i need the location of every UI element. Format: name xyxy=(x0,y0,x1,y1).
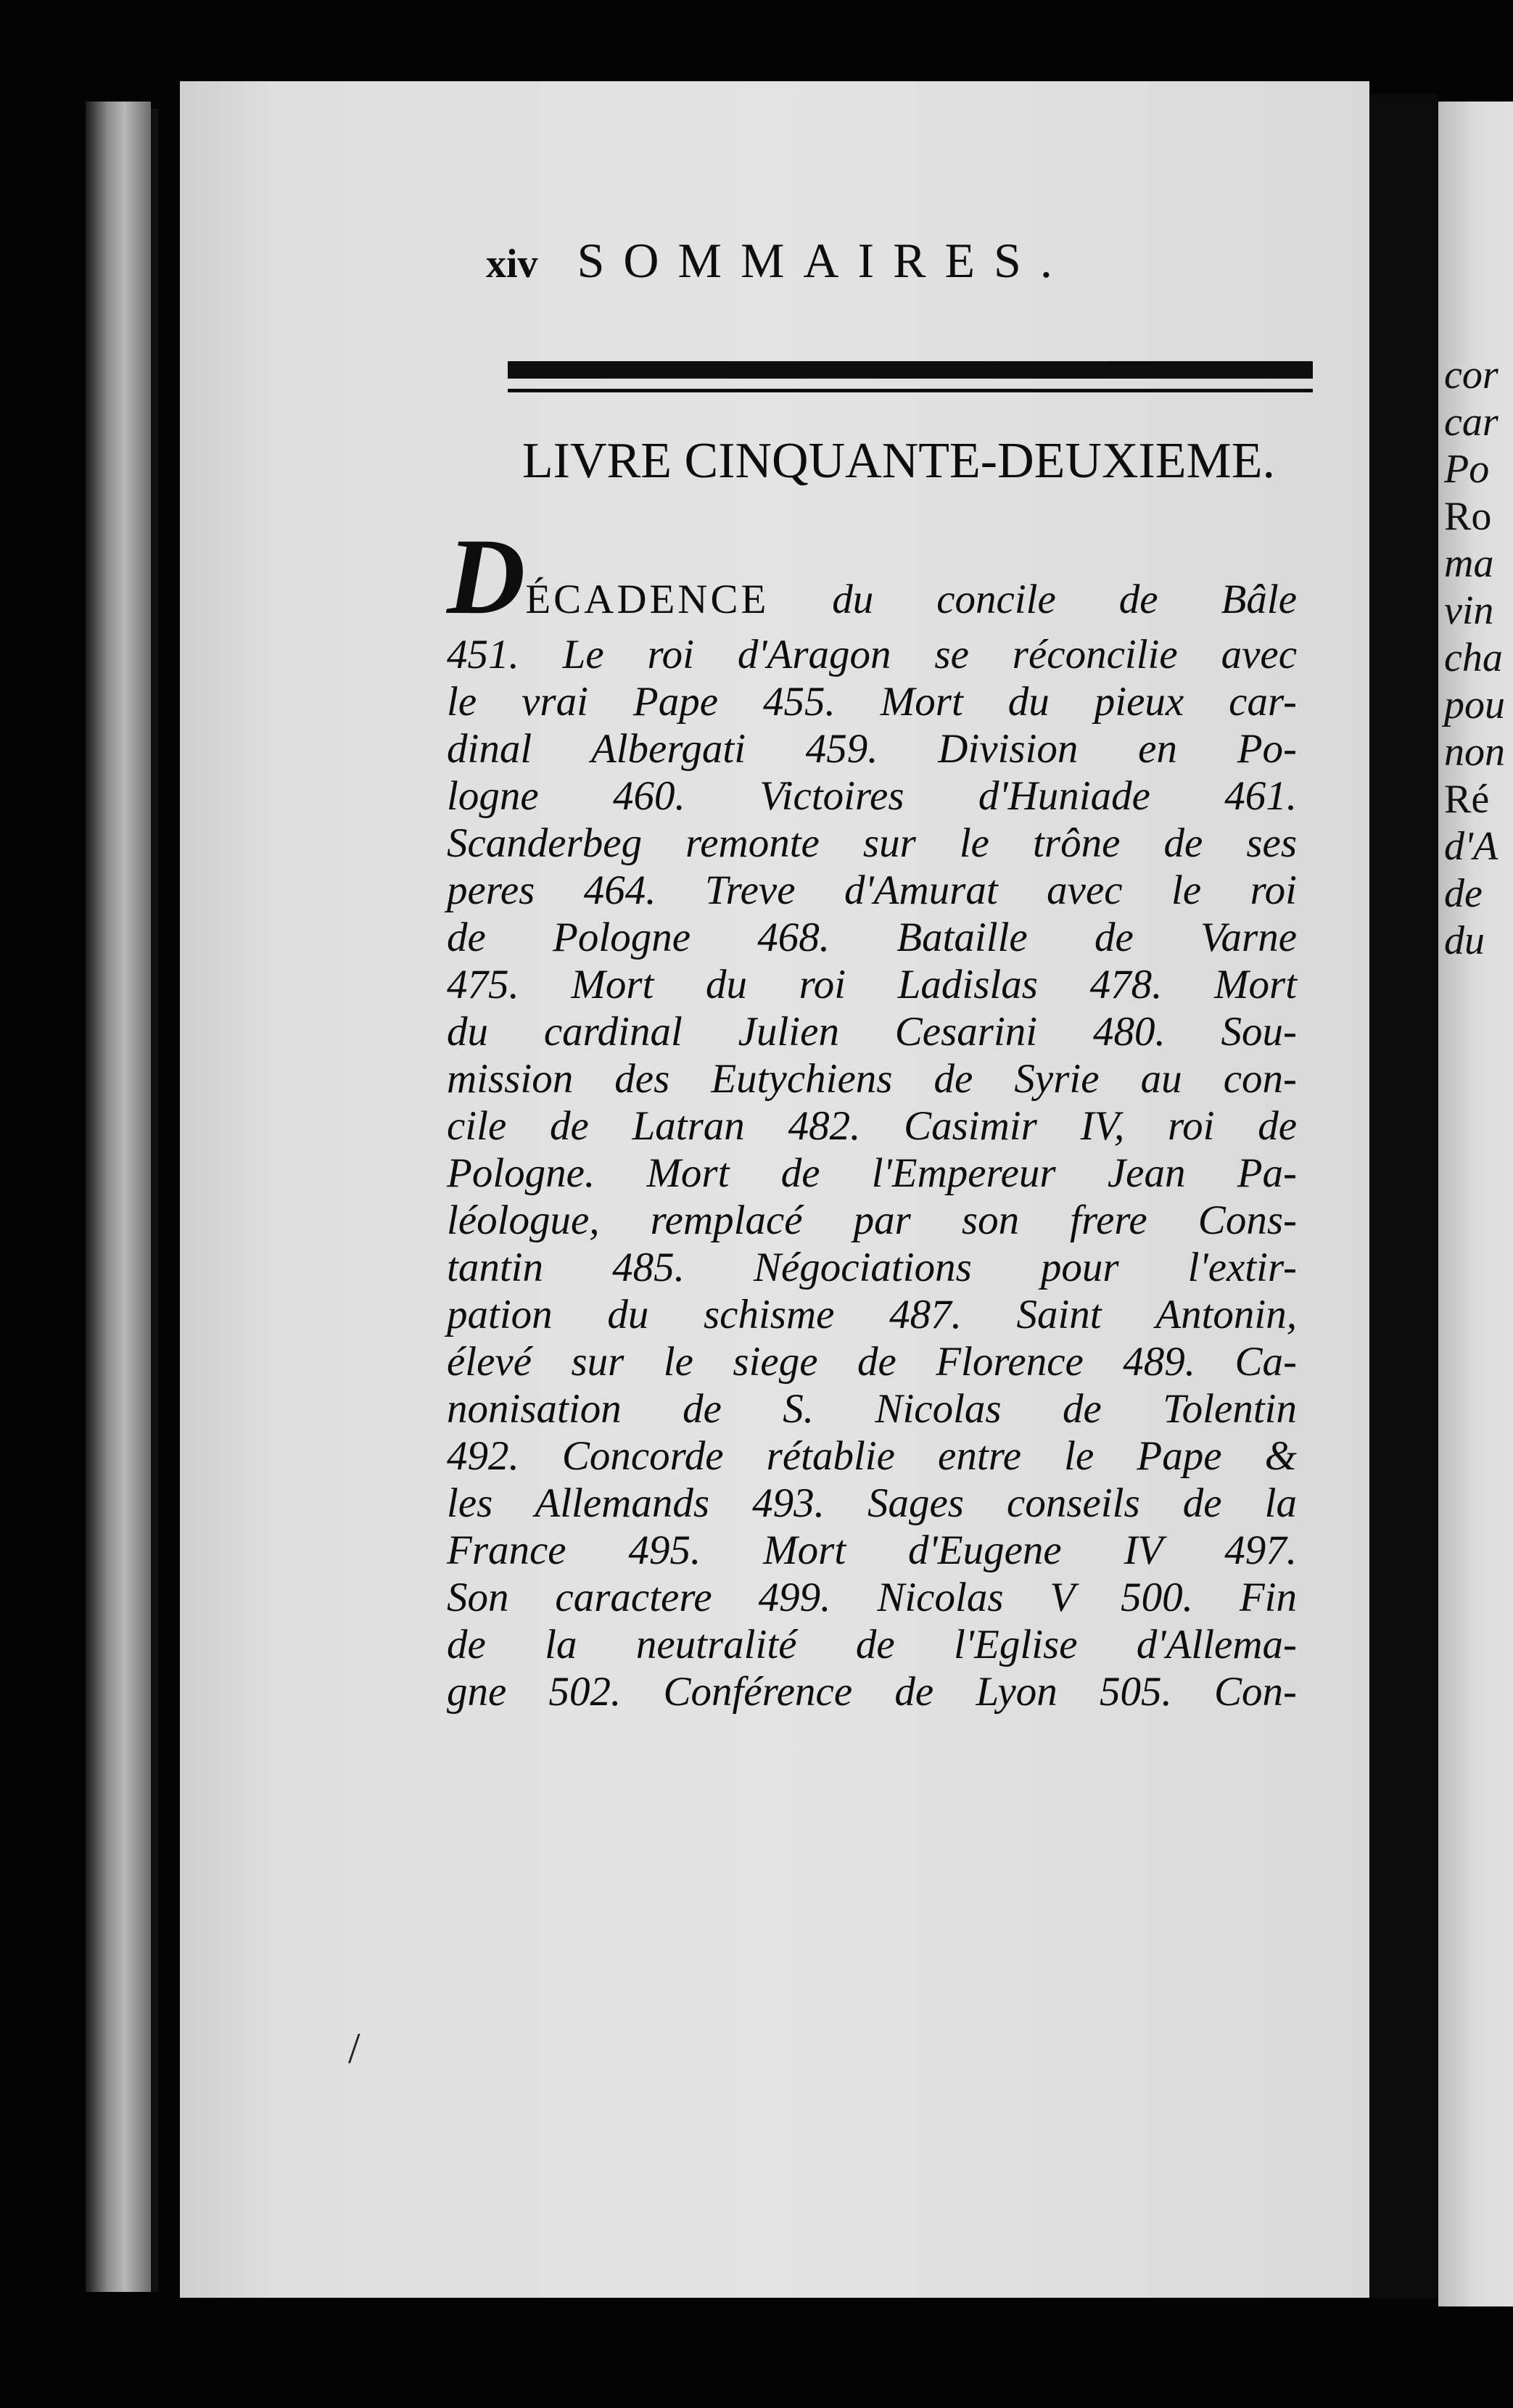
text-line: du cardinal Julien Cesarini 480. Sou- xyxy=(447,1009,1297,1055)
text-line: les Allemands 493. Sages conseils de la xyxy=(447,1480,1297,1526)
facing-fragment: Ré xyxy=(1444,777,1490,822)
text-line: 475. Mort du roi Ladislas 478. Mort xyxy=(447,962,1297,1007)
text-line: cile de Latran 482. Casimir IV, roi de xyxy=(447,1103,1297,1149)
facing-fragment: Po xyxy=(1444,447,1490,492)
text-line: pation du schisme 487. Saint Antonin, xyxy=(447,1292,1297,1337)
text-line: de la neutralité de l'Eglise d'Allema- xyxy=(447,1622,1297,1667)
header-rule-thin xyxy=(508,389,1313,392)
facing-fragment: ma xyxy=(1444,541,1494,586)
text-line: peres 464. Treve d'Amurat avec le roi xyxy=(447,867,1297,913)
book-spine xyxy=(86,102,151,2292)
text-line: le vrai Pape 455. Mort du pieux car- xyxy=(447,679,1297,725)
facing-page-edge xyxy=(1438,102,1513,2306)
facing-fragment: cha xyxy=(1444,635,1503,680)
page-number: xiv xyxy=(486,242,538,286)
text-line: France 495. Mort d'Eugene IV 497. xyxy=(447,1527,1297,1573)
text-line: élevé sur le siege de Florence 489. Ca- xyxy=(447,1339,1297,1385)
text-line: léologue, remplacé par son frere Cons- xyxy=(447,1197,1297,1243)
facing-fragment: non xyxy=(1444,730,1505,775)
text-line: tantin 485. Négociations pour l'extir- xyxy=(447,1245,1297,1290)
facing-fragment: pou xyxy=(1444,683,1505,727)
running-head-title: SOMMAIRES. xyxy=(577,233,1071,288)
page-gutter xyxy=(1369,94,1438,2299)
facing-fragment: car xyxy=(1444,400,1498,445)
facing-fragment: d'A xyxy=(1444,824,1498,869)
text-line: logne 460. Victoires d'Huniade 461. xyxy=(447,773,1297,819)
first-line-rest: du concile de Bâle xyxy=(832,577,1297,622)
text-line: de Pologne 468. Bataille de Varne xyxy=(447,915,1297,960)
text-line: Pologne. Mort de l'Empereur Jean Pa- xyxy=(447,1150,1297,1196)
facing-fragment: de xyxy=(1444,871,1483,916)
text-line: 451. Le roi d'Aragon se réconcilie avec xyxy=(447,632,1297,677)
text-line: Son caractere 499. Nicolas V 500. Fin xyxy=(447,1575,1297,1620)
text-line: gne 502. Conférence de Lyon 505. Con- xyxy=(447,1669,1297,1715)
text-line: dinal Albergati 459. Division en Po- xyxy=(447,726,1297,772)
facing-fragment: du xyxy=(1444,918,1485,963)
stray-mark: / xyxy=(348,2024,360,2072)
header-rule-thick xyxy=(508,361,1313,379)
text-line: mission des Eutychiens de Syrie au con- xyxy=(447,1056,1297,1102)
facing-fragment: Ro xyxy=(1444,494,1492,539)
facing-fragment: vin xyxy=(1444,588,1494,633)
section-title: LIVRE CINQUANTE-DEUXIEME. xyxy=(521,433,1276,489)
text-line: 492. Concorde rétablie entre le Pape & xyxy=(447,1433,1297,1479)
first-word: ÉCADENCE xyxy=(525,577,770,622)
running-head xyxy=(486,232,1071,290)
drop-cap: D xyxy=(447,516,526,637)
binding-edge xyxy=(151,109,158,2292)
text-line-first xyxy=(447,516,1297,637)
text-line: nonisation de S. Nicolas de Tolentin xyxy=(447,1386,1297,1432)
summary-text xyxy=(447,516,1297,1715)
text-line: Scanderbeg remonte sur le trône de ses xyxy=(447,820,1297,866)
facing-fragment: cor xyxy=(1444,352,1498,397)
